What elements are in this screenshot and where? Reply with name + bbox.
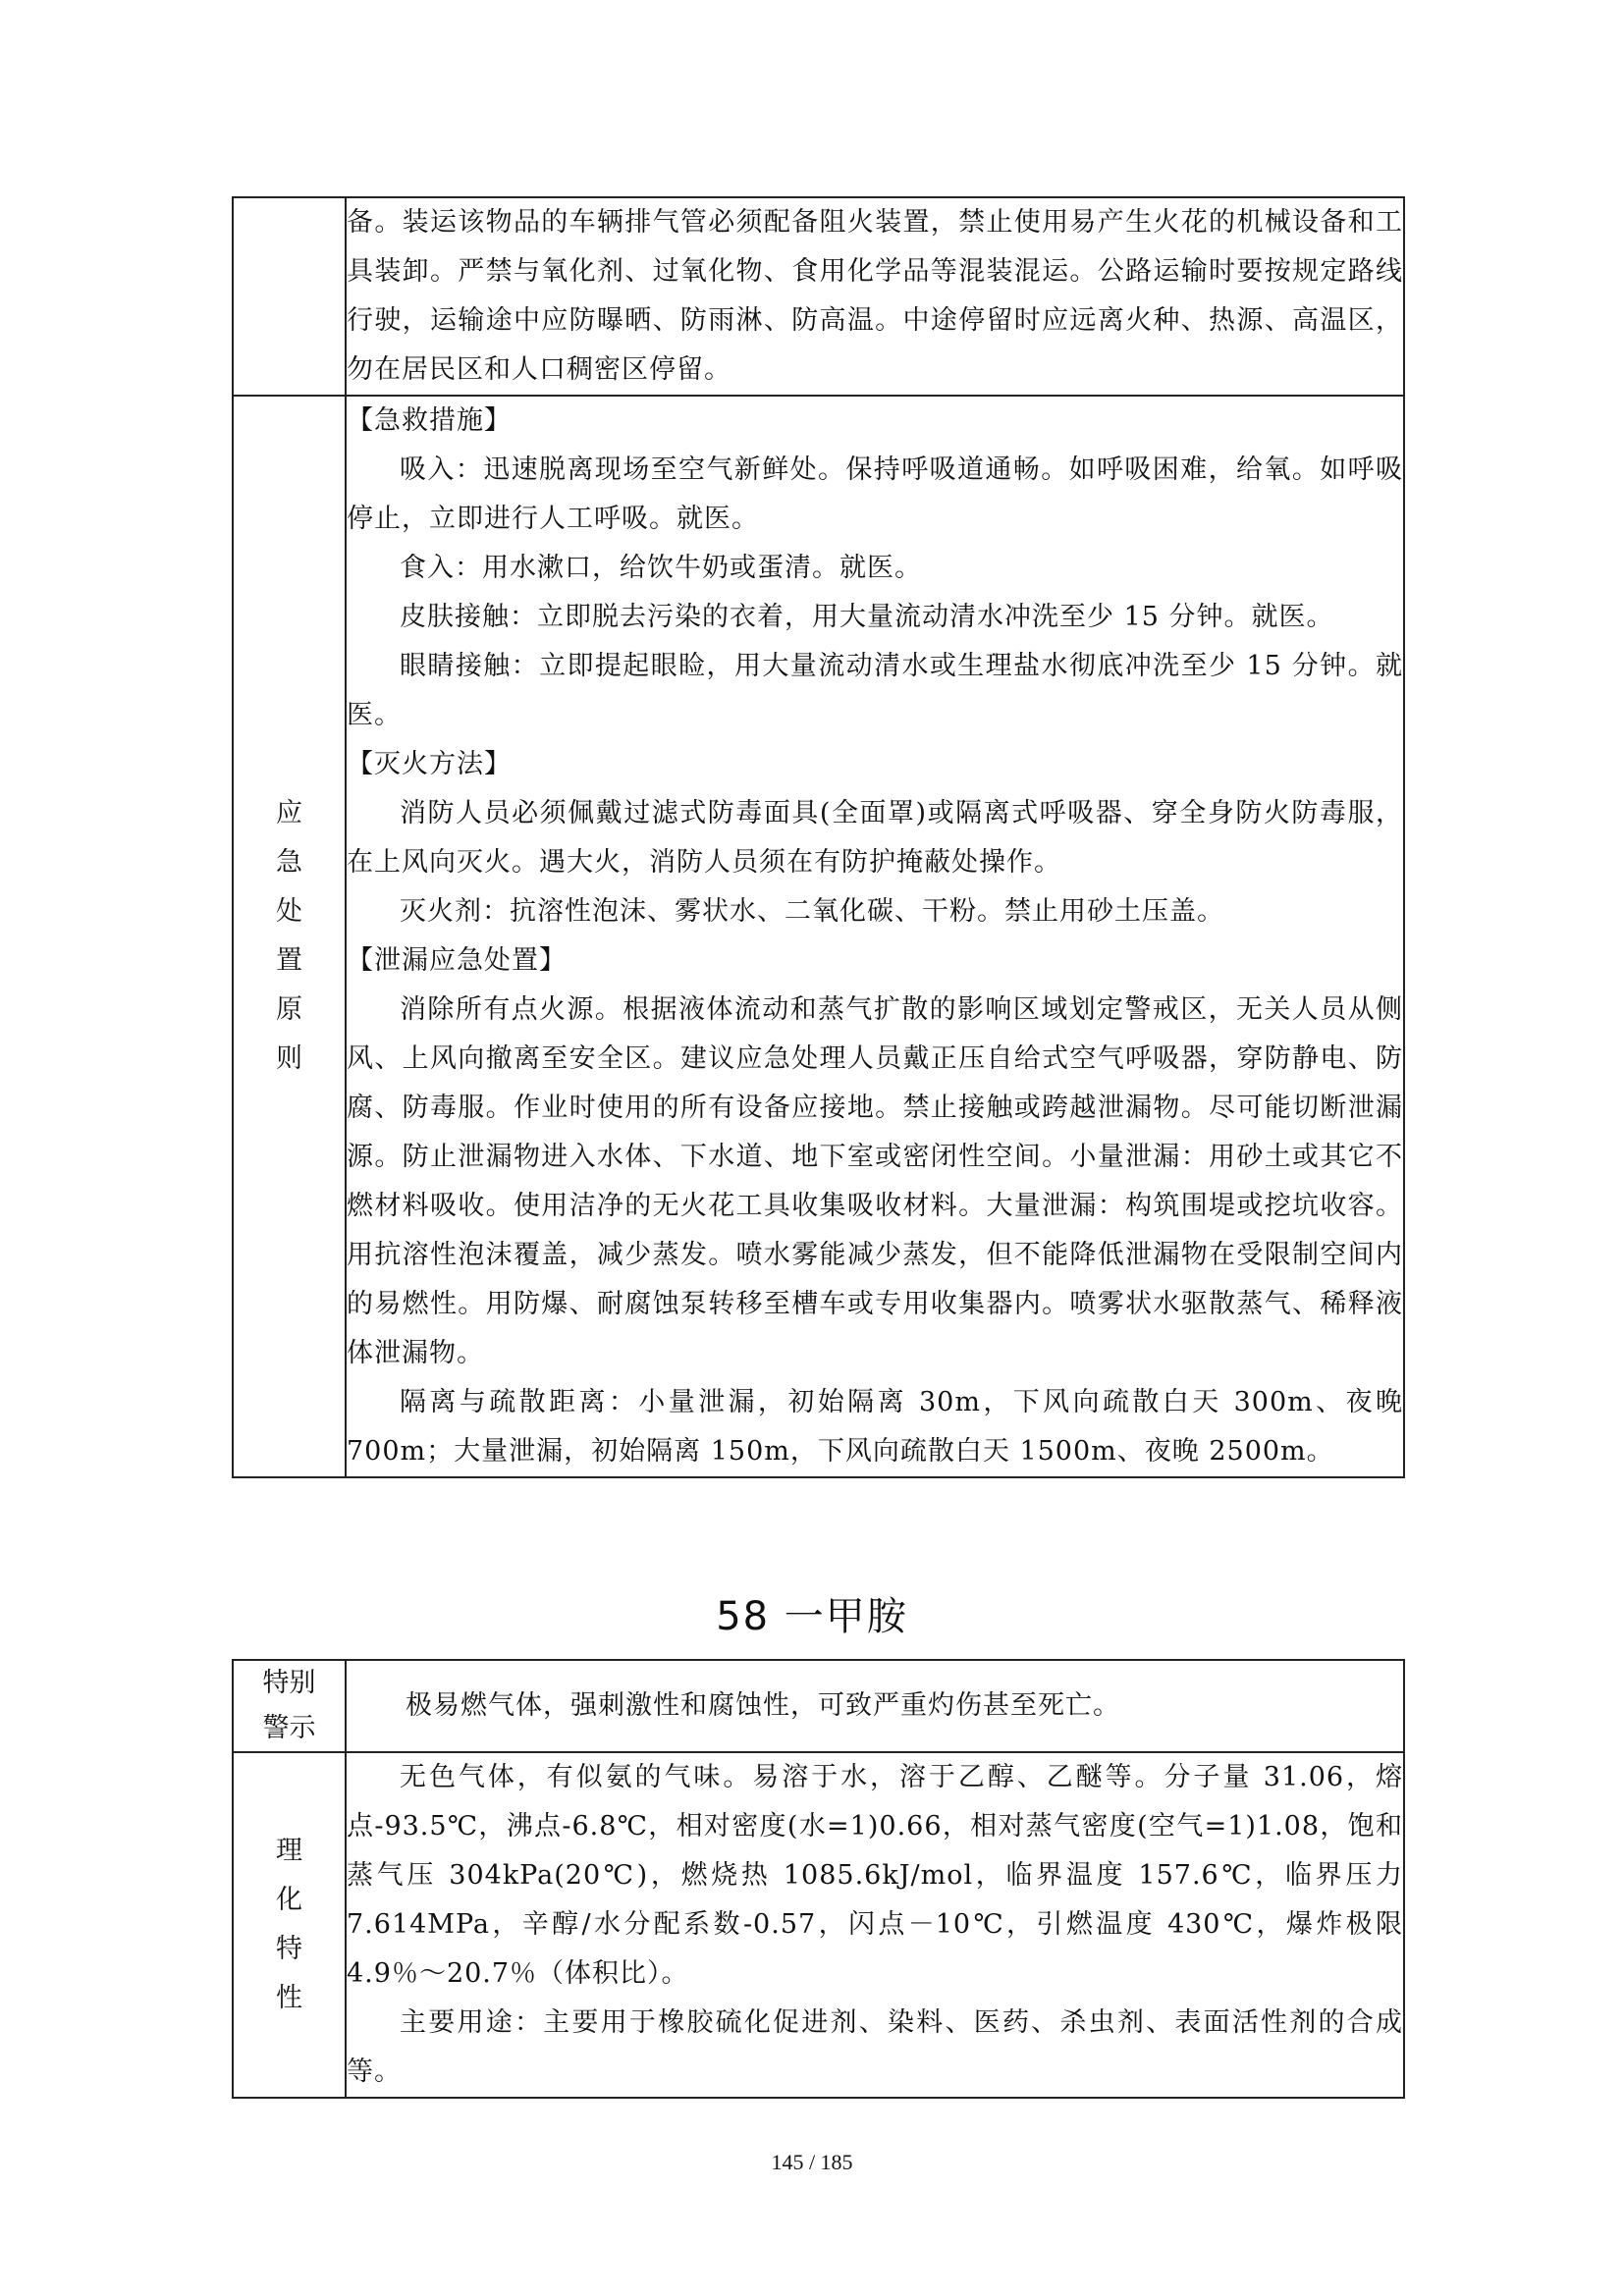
warning-label-line: 警示: [262, 1713, 316, 1743]
leak-text: 消除所有点火源。根据液体流动和蒸气扩散的影响区域划定警戒区，无关人员从侧风、上风向撤离至安全区。建议应急处理人员戴正压自给式空气呼吸器，穿防静电、防腐、防毒服。作业时使用的所有设备应接地。禁止接触或跨越泄漏物。尽可能切断泄漏源。防止泄漏物进入水体、下水道、地下室或密闭性空间。小量泄漏：用砂土或其它不燃材料吸收。使用洁净的无火花工具收集吸收材料。大量泄漏：构筑围堤或挖坑收容。用抗溶性泡沫覆盖，减少蒸发。喷水雾能减少蒸发，但不能降低泄漏物在受限制空间内的易燃性。用防爆、耐腐蚀泵转移至槽车或专用收集器内。喷雾状水驱散蒸气、稀释液体泄漏物。: [347, 994, 1403, 1368]
eye-contact-text: 眼睛接触：立即提起眼睑，用大量流动清水或生理盐水彻底冲洗至少 15 分钟。就医。: [347, 651, 1403, 730]
emergency-label-char: 原: [276, 994, 302, 1025]
properties-label-char: 理: [276, 1836, 302, 1866]
emergency-label-char: 置: [276, 945, 302, 976]
isolation-text: 隔离与疏散距离：小量泄漏，初始隔离 30m，下风向疏散白天 300m、夜晚 700m；大量泄漏，初始隔离 150m，下风向疏散白天 1500m、夜晚 2500m。: [347, 1387, 1403, 1467]
emergency-label-char: 处: [276, 896, 302, 927]
emergency-content-cell: [346, 396, 1404, 1477]
extinguishing-agent-text: 灭火剂：抗溶性泡沫、雾状水、二氧化碳、干粉。禁止用砂土压盖。: [400, 896, 1224, 927]
warning-label-cell: [233, 1660, 346, 1752]
first-aid-heading: 【急救措施】: [347, 405, 512, 436]
warning-text: 极易燃气体，强刺激性和腐蚀性，可致严重灼伤甚至死亡。: [406, 1690, 1120, 1721]
transport-row: [233, 197, 1404, 396]
fire-text: 消防人员必须佩戴过滤式防毒面具(全面罩)或隔离式呼吸器、穿全身防火防毒服，在上风向灭火。遇大火，消防人员须在有防护掩蔽处操作。: [347, 798, 1403, 878]
transport-content-cell: [346, 197, 1404, 396]
properties-label-char: 化: [276, 1885, 302, 1915]
properties-content-cell: [346, 1752, 1404, 2098]
properties-row: [233, 1752, 1404, 2098]
transport-text: 备。装运该物品的车辆排气管必须配备阻火装置，禁止使用易产生火花的机械设备和工具装卸。严禁与氧化剂、过氧化物、食用化学品等混装混运。公路运输时要按规定路线行驶，运输途中应防曝晒、防雨淋、防高温。中途停留时应远离火种、热源、高温区，勿在居民区和人口稠密区停留。: [347, 207, 1403, 385]
inhalation-text: 吸入：迅速脱离现场至空气新鲜处。保持呼吸道通畅。如呼吸困难，给氧。如呼吸停止，立即进行人工呼吸。就医。: [347, 454, 1403, 534]
leak-heading: 【泄漏应急处置】: [347, 945, 567, 976]
properties-label-cell: [233, 1752, 346, 2098]
emergency-table: [232, 196, 1405, 1478]
emergency-label-cell: [233, 396, 346, 1477]
warning-content-cell: [346, 1660, 1404, 1752]
emergency-label-char: 应: [276, 798, 302, 828]
section-title: 58 一甲胺: [716, 1594, 908, 1639]
properties-text: 无色气体，有似氨的气味。易溶于水，溶于乙醇、乙醚等。分子量 31.06，熔点-93.5℃，沸点-6.8℃，相对密度(水=1)0.66，相对蒸气密度(空气=1)1.08，饱和蒸气压 304kPa(20℃)，燃烧热 1085.6kJ/mol，临界温度 157.6℃，临界压力 7.614MPa，辛醇/水分配系数-0.57，闪点－10℃，引燃温度 430℃，爆炸极限 4.9％～20.7％（体积比）。: [347, 1762, 1403, 1989]
chemical-table: [232, 1659, 1405, 2099]
skin-contact-text: 皮肤接触：立即脱去污染的衣着，用大量流动清水冲洗至少 15 分钟。就医。: [400, 602, 1334, 632]
emergency-row: [233, 396, 1404, 1477]
emergency-label-char: 急: [276, 847, 302, 878]
fire-heading: 【灭火方法】: [347, 749, 512, 779]
properties-label-char: 特: [276, 1934, 302, 1964]
transport-label-cell: [233, 197, 346, 396]
page-number: 145 / 185: [771, 2150, 853, 2174]
properties-label-char: 性: [276, 1983, 302, 2013]
warning-label-line: 特别: [262, 1668, 316, 1698]
usage-text: 主要用途：主要用于橡胶硫化促进剂、染料、医药、杀虫剂、表面活性剂的合成等。: [347, 2007, 1403, 2087]
ingestion-text: 食入：用水漱口，给饮牛奶或蛋清。就医。: [400, 553, 922, 583]
warning-row: [233, 1660, 1404, 1752]
emergency-label-char: 则: [276, 1043, 302, 1074]
